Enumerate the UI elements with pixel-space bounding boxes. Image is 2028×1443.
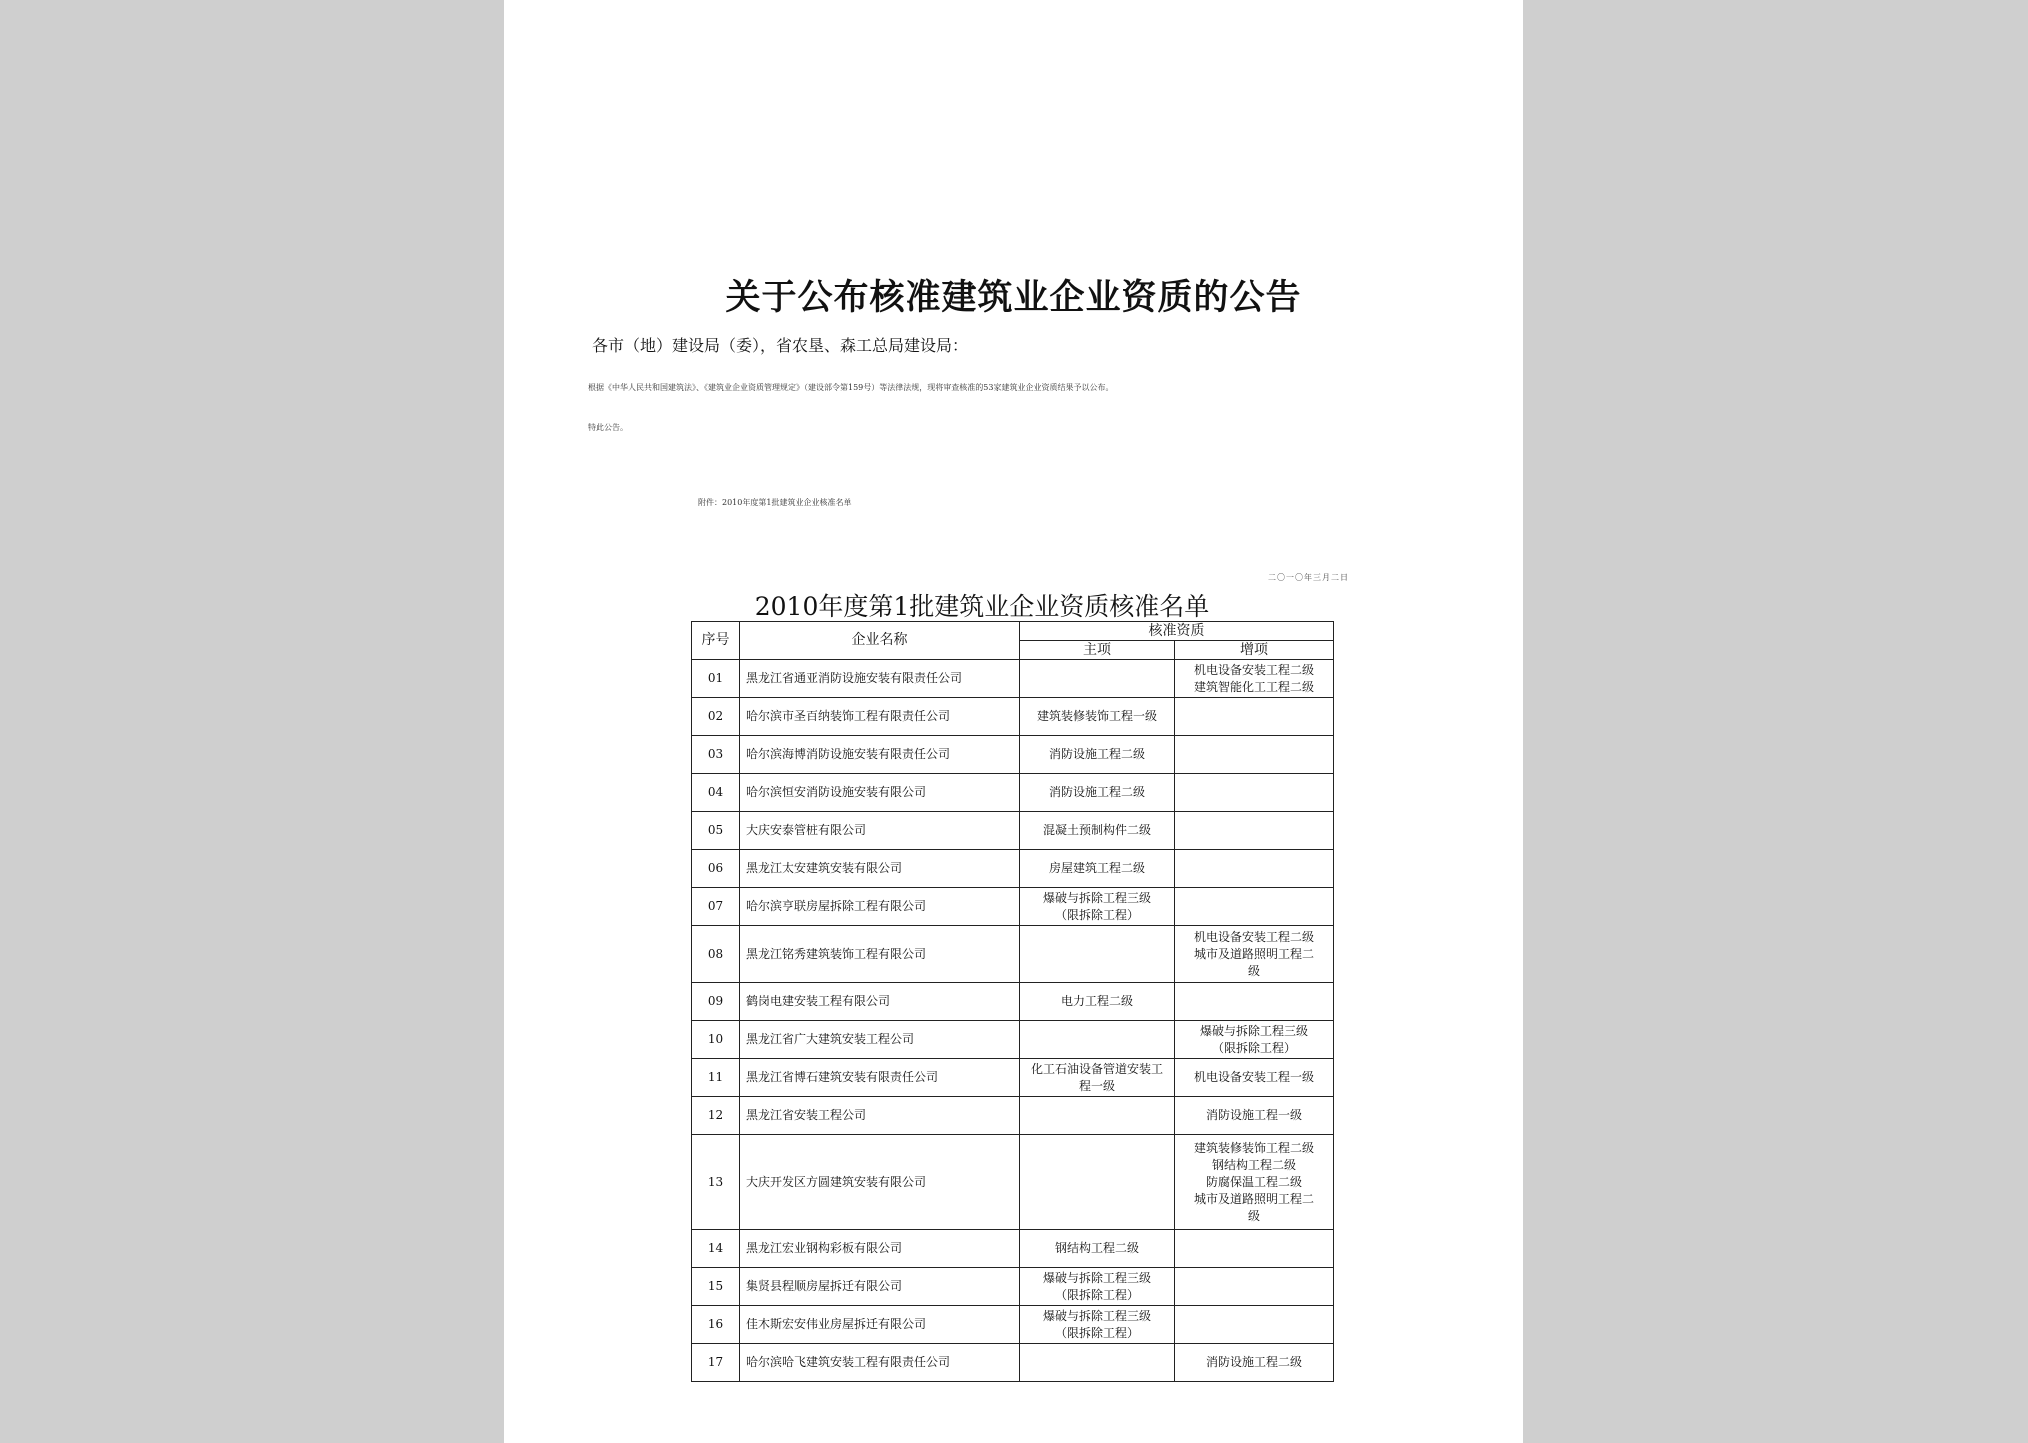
- table-row: [692, 660, 1334, 698]
- qualification-line: 城市及道路照明工程二: [1193, 1191, 1314, 1206]
- qualification-line: 电力工程二级: [1060, 994, 1133, 1008]
- row-seq: 04: [692, 774, 740, 812]
- document-page: [504, 0, 1523, 1443]
- row-added: [1175, 1306, 1334, 1344]
- row-added: [1175, 736, 1334, 774]
- salutation: 各市（地）建设局（委），省农垦、森工总局建设局：: [592, 336, 969, 355]
- header-added: 增项: [1175, 641, 1334, 660]
- row-seq: 13: [692, 1135, 740, 1230]
- table-row: [692, 1344, 1334, 1382]
- qualification-line: 消防设施工程二级: [1048, 747, 1145, 761]
- row-added: [1175, 660, 1334, 698]
- row-company: 哈尔滨恒安消防设施安装有限公司: [740, 774, 1020, 812]
- table-row: [692, 736, 1334, 774]
- qualification-line: 混凝土预制构件二级: [1042, 823, 1151, 837]
- row-added: [1175, 1097, 1334, 1135]
- qualification-line: 机电设备安装工程二级: [1193, 929, 1314, 944]
- qualification-line: 机电设备安装工程二级: [1193, 662, 1314, 677]
- row-seq: 11: [692, 1059, 740, 1097]
- row-seq: 08: [692, 926, 740, 983]
- row-main: [1020, 812, 1175, 850]
- row-main: [1020, 698, 1175, 736]
- table-row: [692, 926, 1334, 983]
- row-company: 集贤县程顺房屋拆迁有限公司: [740, 1268, 1020, 1306]
- row-seq: 01: [692, 660, 740, 698]
- row-added: [1175, 812, 1334, 850]
- row-main: [1020, 983, 1175, 1021]
- row-added: [1175, 888, 1334, 926]
- table-row: [692, 1097, 1334, 1135]
- qualification-line: 化工石油设备管道安装工: [1030, 1061, 1163, 1076]
- qualification-line: 钢结构工程二级: [1054, 1241, 1139, 1255]
- row-added: [1175, 983, 1334, 1021]
- row-added: [1175, 774, 1334, 812]
- row-company: 黑龙江省安装工程公司: [740, 1097, 1020, 1135]
- header-approved: 核准资质: [1020, 622, 1334, 641]
- table-row: [692, 812, 1334, 850]
- qualification-line: （限拆除工程）: [1054, 907, 1139, 922]
- row-seq: 03: [692, 736, 740, 774]
- row-added: [1175, 850, 1334, 888]
- row-seq: 02: [692, 698, 740, 736]
- row-main: [1020, 736, 1175, 774]
- row-main: [1020, 1135, 1175, 1230]
- row-main: [1020, 774, 1175, 812]
- row-seq: 07: [692, 888, 740, 926]
- table-row: [692, 1021, 1334, 1059]
- row-seq: 09: [692, 983, 740, 1021]
- closing-line: 特此公告。: [588, 423, 628, 432]
- qualification-line: 级: [1247, 963, 1260, 978]
- row-seq: 15: [692, 1268, 740, 1306]
- qualification-line: 爆破与拆除工程三级: [1042, 890, 1151, 905]
- row-main: [1020, 1306, 1175, 1344]
- notice-title: 关于公布核准建筑业企业资质的公告: [725, 277, 1302, 318]
- row-company: 佳木斯宏安伟业房屋拆迁有限公司: [740, 1306, 1020, 1344]
- issue-date: 二〇一〇年三月二日: [1268, 573, 1349, 582]
- qualification-line: 消防设施工程一级: [1205, 1108, 1302, 1122]
- row-seq: 12: [692, 1097, 740, 1135]
- row-company: 黑龙江宏业钢构彩板有限公司: [740, 1230, 1020, 1268]
- row-added: [1175, 926, 1334, 983]
- qualification-line: （限拆除工程）: [1054, 1325, 1139, 1340]
- row-main: [1020, 888, 1175, 926]
- row-seq: 17: [692, 1344, 740, 1382]
- row-main: [1020, 850, 1175, 888]
- qualification-line: 消防设施工程二级: [1205, 1355, 1302, 1369]
- row-seq: 14: [692, 1230, 740, 1268]
- qualification-line: 机电设备安装工程一级: [1193, 1070, 1314, 1084]
- qualification-line: （限拆除工程）: [1211, 1040, 1296, 1055]
- roster-body: [692, 660, 1334, 1382]
- row-company: 黑龙江省博石建筑安装有限责任公司: [740, 1059, 1020, 1097]
- roster-title: 2010年度第1批建筑业企业资质核准名单: [754, 592, 1210, 621]
- row-company: 大庆安泰管桩有限公司: [740, 812, 1020, 850]
- row-added: [1175, 1230, 1334, 1268]
- row-company: 哈尔滨哈飞建筑安装工程有限责任公司: [740, 1344, 1020, 1382]
- row-company: 黑龙江太安建筑安装有限公司: [740, 850, 1020, 888]
- qualification-line: 爆破与拆除工程三级: [1042, 1308, 1151, 1323]
- row-added: [1175, 1344, 1334, 1382]
- table-row: [692, 1135, 1334, 1230]
- header-company: 企业名称: [740, 622, 1020, 660]
- table-row: [692, 1059, 1334, 1097]
- qualification-line: 级: [1247, 1208, 1260, 1223]
- qualification-line: 防腐保温工程二级: [1205, 1174, 1302, 1189]
- table-row: [692, 1306, 1334, 1344]
- qualification-line: 建筑装修装饰工程二级: [1193, 1140, 1314, 1155]
- row-company: 大庆开发区方圆建筑安装有限公司: [740, 1135, 1020, 1230]
- row-main: [1020, 1097, 1175, 1135]
- row-added: [1175, 1135, 1334, 1230]
- qualification-line: 爆破与拆除工程三级: [1042, 1270, 1151, 1285]
- table-row: [692, 774, 1334, 812]
- row-added: [1175, 1021, 1334, 1059]
- header-main: 主项: [1020, 641, 1175, 660]
- row-seq: 16: [692, 1306, 740, 1344]
- qualification-line: 爆破与拆除工程三级: [1199, 1023, 1308, 1038]
- qualification-line: 建筑智能化工工程二级: [1193, 679, 1314, 694]
- row-added: [1175, 698, 1334, 736]
- qualification-line: 钢结构工程二级: [1211, 1157, 1296, 1172]
- row-added: [1175, 1059, 1334, 1097]
- row-seq: 10: [692, 1021, 740, 1059]
- table-row: [692, 1230, 1334, 1268]
- row-added: [1175, 1268, 1334, 1306]
- row-main: [1020, 1268, 1175, 1306]
- table-row: [692, 850, 1334, 888]
- qualification-line: 建筑装修装饰工程一级: [1036, 709, 1157, 723]
- row-company: 哈尔滨海博消防设施安装有限责任公司: [740, 736, 1020, 774]
- row-company: 黑龙江铭秀建筑装饰工程有限公司: [740, 926, 1020, 983]
- qualification-line: 城市及道路照明工程二: [1193, 946, 1314, 961]
- row-main: [1020, 1021, 1175, 1059]
- row-seq: 06: [692, 850, 740, 888]
- attachment-note: 附件：2010年度第1批建筑业企业核准名单: [698, 498, 852, 507]
- qualification-line: 房屋建筑工程二级: [1048, 861, 1145, 875]
- row-main: [1020, 660, 1175, 698]
- row-main: [1020, 1230, 1175, 1268]
- table-row: [692, 983, 1334, 1021]
- row-main: [1020, 1344, 1175, 1382]
- row-main: [1020, 926, 1175, 983]
- row-seq: 05: [692, 812, 740, 850]
- row-main: [1020, 1059, 1175, 1097]
- header-seq: 序号: [692, 622, 740, 660]
- row-company: 鹤岗电建安装工程有限公司: [740, 983, 1020, 1021]
- qualification-line: （限拆除工程）: [1054, 1287, 1139, 1302]
- qualification-line: 程一级: [1078, 1078, 1115, 1093]
- row-company: 黑龙江省通亚消防设施安装有限责任公司: [740, 660, 1020, 698]
- table-row: [692, 888, 1334, 926]
- row-company: 黑龙江省广大建筑安装工程公司: [740, 1021, 1020, 1059]
- body-paragraph: 根据《中华人民共和国建筑法》、《建筑业企业资质管理规定》（建设部令第159号）等法律法规，现将审查核准的53家建筑业企业资质结果予以公布。: [588, 383, 1114, 392]
- roster-table: [691, 621, 1334, 1382]
- table-row: [692, 1268, 1334, 1306]
- table-row: [692, 698, 1334, 736]
- qualification-line: 消防设施工程二级: [1048, 785, 1145, 799]
- row-company: 哈尔滨市圣百纳装饰工程有限责任公司: [740, 698, 1020, 736]
- row-company: 哈尔滨亨联房屋拆除工程有限公司: [740, 888, 1020, 926]
